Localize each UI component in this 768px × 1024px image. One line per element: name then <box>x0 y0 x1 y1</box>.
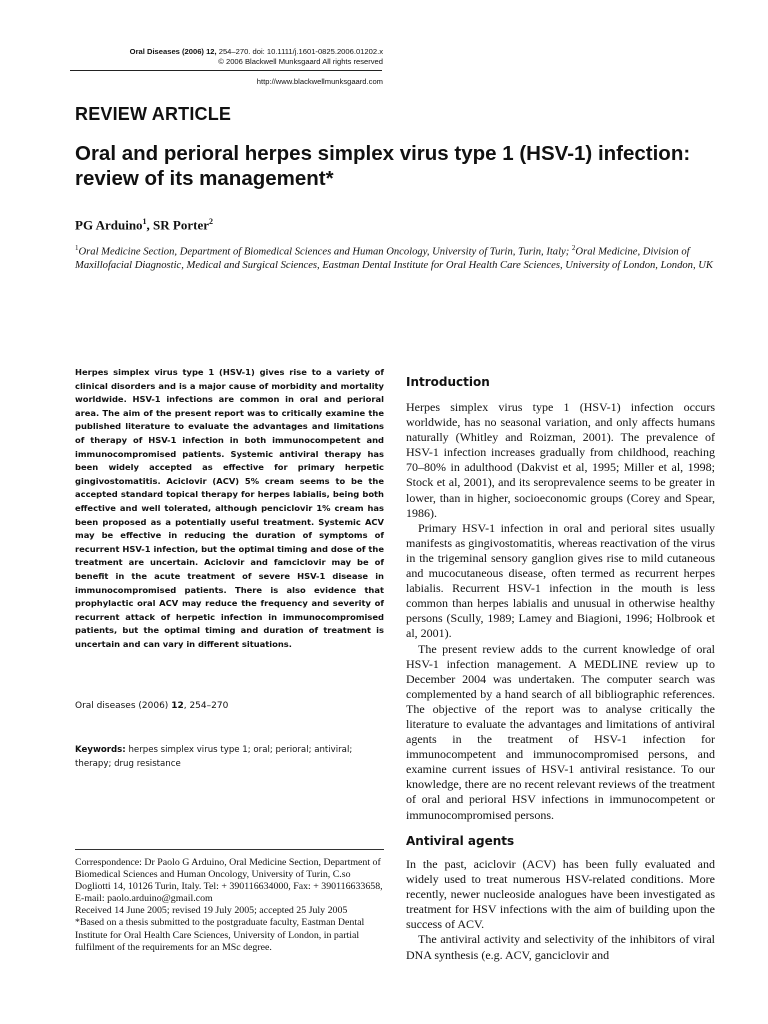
doi-citation: 254–270. doi: 10.1111/j.1601-0825.2006.01202.x <box>216 47 383 56</box>
journal-name: Oral Diseases (2006) 12, <box>129 47 217 56</box>
header-rule <box>70 70 382 71</box>
antiviral-paragraph: In the past, aciclovir (ACV) has been fully evaluated and widely used to treat numerous HSV-related conditions. More recently, newer nucleoside analogues have been investigated as treatment for HSV infections with the aim of building upon the success of ACV. <box>406 857 715 932</box>
author-affil-mark: 1 <box>142 217 147 226</box>
intro-paragraph: Herpes simplex virus type 1 (HSV-1) infection occurs worldwide, has no seasonal variation, and only affects humans naturally (Whitley and Roizman, 2001). The prevalence of HSV-1 infection increases gradually from childhood, reaching 70–80% in adulthood (Dakvist et al, 1995; Miller et al, 1998; Stock et al, 2001), and its seroprevalence seems to be greater in lower, than in higher, socioeconomic groups (Corey and Spear, 1986). <box>406 400 715 520</box>
author-name: PG Arduino <box>75 217 143 233</box>
cite-journal: Oral diseases (2006) <box>75 701 172 711</box>
abstract-text: Herpes simplex virus type 1 (HSV-1) gives rise to a variety of clinical disorders and is a major cause of morbidity and mortality worldwide. HSV-1 infections are common in oral and perioral area. The aim of the present report was to critically examine the published literature to evaluate the advantages and limitations of therapy of HSV-1 infection in both immunocompetent and immunocompromised patients. Systemic antiviral therapy has been widely accepted as effective for primary herpetic gingivostomatitis. Aciclovir (ACV) 5% cream seems to be the accepted standard topical therapy for herpes labialis, being both effective and well tolerated, although penciclovir 1% cream has been proposed as a potentially useful treatment. Systemic ACV may be effective in reducing the duration of symptoms of recurrent HSV-1 infection, but the optimal timing and dose of the treatment are uncertain. Aciclovir and famciclovir may be of benefit in the acute treatment of severe HSV-1 disease in immunocompromised patients. There is also evidence that prophylactic oral ACV may reduce the frequency and severity of recurrent attack of herpetic infection in immunocompromised patients, but the optimal timing and duration of treatment is uncertain and can vary in different situations. <box>75 367 384 649</box>
author-list: PG Arduino$^1$, SR Porter$^2$ <box>75 217 213 233</box>
keywords-label: Keywords: <box>75 745 126 755</box>
abstract-citation <box>75 700 384 713</box>
antiviral-body <box>406 857 715 963</box>
intro-paragraph: The present review adds to the current knowledge of oral HSV-1 infection management. A MEDLINE review up to December 2004 was undertaken. The computer search was complemented by a hand search of all bibliographic references. The objective of the report was to analyse critically the literature to evaluate the advantages and limitations of antiviral agents in the treatment of HSV-1 infection for immunocompetent and immunocompromised persons, and examine current issues of HSV-1 antiviral resistance. To our knowledge, there are no recent relevant reviews of the treatment of oral and perioral HSV infections in immunocompetent or immunocompromised persons. <box>406 641 715 822</box>
affil-mark: 2 <box>571 244 576 252</box>
journal-citation <box>130 47 383 57</box>
copyright-line: © 2006 Blackwell Munksgaard All rights reserved <box>218 57 383 66</box>
affiliations <box>75 242 715 272</box>
antiviral-paragraph: The antiviral activity and selectivity of the inhibitors of viral DNA synthesis (e.g. ACV, ganciclovir and <box>406 932 715 962</box>
keywords-list: herpes simplex virus type 1; oral; perioral; antiviral; therapy; drug resistance <box>75 745 353 769</box>
affiliation-text: Oral Medicine, Division of Maxillofacial Diagnostic, Medical and Surgical Sciences, Eastman Dental Institute for Oral Health Care Sciences, University of London, London, UK <box>75 246 713 271</box>
author-name: SR Porter <box>153 217 209 233</box>
correspondence-block <box>75 857 385 954</box>
introduction-body <box>406 400 715 823</box>
article-title: Oral and perioral herpes simplex virus type 1 (HSV-1) infection: review of its management* <box>75 142 691 190</box>
cite-volume: 12 <box>171 701 184 711</box>
cite-pages: , 254–270 <box>183 701 229 711</box>
affil-mark: 1 <box>75 244 79 252</box>
publisher-url[interactable]: http://www.blackwellmunksgaard.com <box>256 77 383 86</box>
received-dates: Received 14 June 2005; revised 19 July 2005; accepted 25 July 2005 <box>75 905 348 917</box>
footnote-rule <box>75 849 384 850</box>
heading-introduction: Introduction <box>406 375 490 389</box>
author-affil-mark: 2 <box>209 217 213 226</box>
affiliation-text: Oral Medicine Section, Department of Biomedical Sciences and Human Oncology, University of Turin, Turin, Italy; <box>78 246 572 258</box>
correspondence-address: Correspondence: Dr Paolo G Arduino, Oral Medicine Section, Department of Biomedical Sciences and Human Oncology, University of Turin, C.so Dogliotti 14, 10126 Turin, Italy. Tel: + 390116634000, Fax: + 390116633658, E-mail: paolo.arduino@gmail.com <box>75 857 383 905</box>
keywords <box>75 744 384 771</box>
heading-antiviral-agents: Antiviral agents <box>406 834 515 848</box>
section-type: REVIEW ARTICLE <box>75 104 232 124</box>
intro-paragraph: Primary HSV-1 infection in oral and perioral sites usually manifests as gingivostomatitis, whereas reactivation of the virus in the trigeminal sensory ganglion gives rise to mild cutaneous and mucocutaneous disease, often termed as recurrent herpes labialis. Recurrent HSV-1 infection in the mouth is less common than herpes labialis and unusual in otherwise healthy persons (Scully, 1989; Lamey and Biagioni, 1996; Holbrook et al, 2001). <box>406 520 715 641</box>
thesis-footnote: *Based on a thesis submitted to the postgraduate faculty, Eastman Dental Institute for Oral Health Care Sciences, University of London, in partial fulfilment of the requirements for an MSc degree. <box>75 917 365 953</box>
